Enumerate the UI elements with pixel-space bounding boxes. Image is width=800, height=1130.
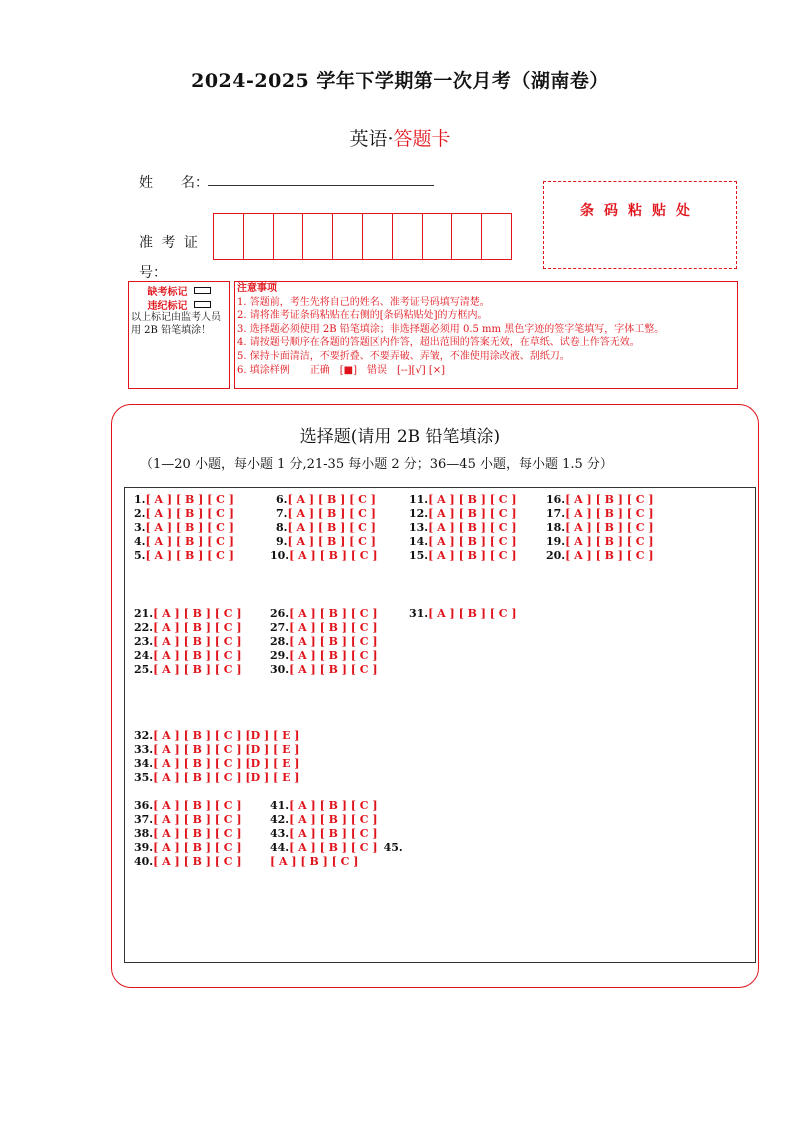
question-row[interactable]: 17.[ A ] [ B ] [ C ]	[546, 507, 654, 520]
question-row[interactable]: 33.[ A ] [ B ] [ C ] [D ] [ E ]	[134, 743, 300, 756]
subject-label: 英语·	[349, 128, 394, 150]
question-row[interactable]: 5.[ A ] [ B ] [ C ]	[134, 549, 234, 562]
question-row[interactable]: 38.[ A ] [ B ] [ C ]	[134, 827, 242, 840]
absent-mark-row	[129, 283, 229, 297]
answer-card-label: 答题卡	[393, 128, 451, 150]
question-row[interactable]: 21.[ A ] [ B ] [ C ]	[134, 607, 242, 620]
section-title: 选择题(请用 2B 铅笔填涂)	[299, 427, 501, 447]
question-row[interactable]: 13.[ A ] [ B ] [ C ]	[409, 521, 517, 534]
notice-title: 注意事项	[237, 283, 277, 294]
question-row[interactable]: 14.[ A ] [ B ] [ C ]	[409, 535, 517, 548]
question-row[interactable]: 4.[ A ] [ B ] [ C ]	[134, 535, 234, 548]
question-row[interactable]: 44.[ A ] [ B ] [ C ] 45.	[270, 841, 403, 854]
notice-item: 4. 请按题号顺序在各题的答题区内作答，超出范围的答案无效，在草纸、试卷上作答无效。	[237, 337, 640, 349]
card-subtitle	[0, 124, 800, 151]
question-row[interactable]: 20.[ A ] [ B ] [ C ]	[546, 549, 654, 562]
violation-mark-row	[129, 297, 229, 311]
notice-item: 6. 填涂样例 正确 [■] 错误 [--][√] [×]	[237, 364, 446, 376]
question-row[interactable]: 35.[ A ] [ B ] [ C ] [D ] [ E ]	[134, 771, 300, 784]
violation-mark-checkbox[interactable]	[194, 301, 211, 308]
question-row[interactable]: 3.[ A ] [ B ] [ C ]	[134, 521, 234, 534]
question-row[interactable]: 39.[ A ] [ B ] [ C ]	[134, 841, 242, 854]
question-row[interactable]: 2.[ A ] [ B ] [ C ]	[134, 507, 234, 520]
violation-mark-label: 违纪标记	[147, 300, 188, 312]
id-label: 准 考 证	[139, 235, 200, 251]
question-row[interactable]: 26.[ A ] [ B ] [ C ]	[270, 607, 378, 620]
section-note: （1—20 小题，每小题 1 分,21-35 每小题 2 分；36—45 小题，每小题 1.5 分）	[140, 457, 613, 472]
notice-item: 5. 保持卡面清洁，不要折叠、不要弄破、弄皱，不准使用涂改液、刮纸刀。	[237, 350, 570, 362]
mark-note-2: 用 2B 铅笔填涂！	[131, 325, 212, 336]
question-row[interactable]: 31.[ A ] [ B ] [ C ]	[409, 607, 517, 620]
question-row[interactable]: 16.[ A ] [ B ] [ C ]	[546, 493, 654, 506]
question-row[interactable]: 15.[ A ] [ B ] [ C ]	[409, 549, 517, 562]
notice-item: 2. 请将准考证条码粘贴在右侧的[条码粘贴处]的方框内。	[237, 310, 488, 322]
question-row[interactable]: 43.[ A ] [ B ] [ C ]	[270, 827, 378, 840]
id-digit-cell[interactable]	[214, 214, 244, 259]
question-row[interactable]: 12.[ A ] [ B ] [ C ]	[409, 507, 517, 520]
mark-box	[128, 281, 230, 389]
id-digit-cell[interactable]	[482, 214, 511, 259]
exam-id-grid[interactable]	[213, 213, 512, 260]
question-row[interactable]: 24.[ A ] [ B ] [ C ]	[134, 649, 242, 662]
id-digit-cell[interactable]	[393, 214, 423, 259]
absent-mark-checkbox[interactable]	[194, 287, 211, 294]
question-row[interactable]: 30.[ A ] [ B ] [ C ]	[270, 663, 378, 676]
id-digit-cell[interactable]	[452, 214, 482, 259]
mark-note: 以上标记由监考人员	[131, 312, 221, 323]
question-row[interactable]: 37.[ A ] [ B ] [ C ]	[134, 813, 242, 826]
id-digit-cell[interactable]	[333, 214, 363, 259]
question-row[interactable]: 22.[ A ] [ B ] [ C ]	[134, 621, 242, 634]
question-row[interactable]: 40.[ A ] [ B ] [ C ]	[134, 855, 242, 868]
notice-box	[234, 281, 738, 389]
id-digit-cell[interactable]	[244, 214, 274, 259]
barcode-label: 条码粘贴处	[580, 203, 700, 219]
question-row[interactable]: 32.[ A ] [ B ] [ C ] [D ] [ E ]	[134, 729, 300, 742]
id-label-suffix: 号：	[139, 265, 167, 281]
question-row[interactable]: 27.[ A ] [ B ] [ C ]	[270, 621, 378, 634]
id-digit-cell[interactable]	[423, 214, 453, 259]
question-row[interactable]: [ A ] [ B ] [ C ]	[270, 855, 359, 868]
question-row[interactable]: 41.[ A ] [ B ] [ C ]	[270, 799, 378, 812]
question-row[interactable]: 42.[ A ] [ B ] [ C ]	[270, 813, 378, 826]
question-row[interactable]: 11.[ A ] [ B ] [ C ]	[409, 493, 517, 506]
question-row[interactable]: 19.[ A ] [ B ] [ C ]	[546, 535, 654, 548]
notice-item: 3. 选择题必须使用 2B 铅笔填涂；非选择题必须用 0.5 mm 黑色字迹的签字笔填写，字体工整。	[237, 323, 665, 335]
question-row[interactable]: 1.[ A ] [ B ] [ C ]	[134, 493, 234, 506]
name-label: 姓 名：	[139, 175, 209, 191]
id-digit-cell[interactable]	[303, 214, 333, 259]
page-title: 2024-2025 学年下学期第一次月考（湖南卷）	[191, 70, 609, 92]
question-row[interactable]: 10.[ A ] [ B ] [ C ]	[270, 549, 378, 562]
question-row[interactable]: 6.[ A ] [ B ] [ C ]	[276, 493, 376, 506]
barcode-area	[543, 181, 737, 269]
question-row[interactable]: 29.[ A ] [ B ] [ C ]	[270, 649, 378, 662]
question-row[interactable]: 18.[ A ] [ B ] [ C ]	[546, 521, 654, 534]
question-row[interactable]: 34.[ A ] [ B ] [ C ] [D ] [ E ]	[134, 757, 300, 770]
id-digit-cell[interactable]	[274, 214, 304, 259]
question-row[interactable]: 9.[ A ] [ B ] [ C ]	[276, 535, 376, 548]
question-row[interactable]: 8.[ A ] [ B ] [ C ]	[276, 521, 376, 534]
id-digit-cell[interactable]	[363, 214, 393, 259]
absent-mark-label: 缺考标记	[147, 286, 188, 298]
question-row[interactable]: 36.[ A ] [ B ] [ C ]	[134, 799, 242, 812]
question-row[interactable]: 7.[ A ] [ B ] [ C ]	[276, 507, 376, 520]
name-field[interactable]	[208, 185, 434, 186]
question-row[interactable]: 28.[ A ] [ B ] [ C ]	[270, 635, 378, 648]
question-row[interactable]: 23.[ A ] [ B ] [ C ]	[134, 635, 242, 648]
notice-item: 1. 答题前，考生先将自己的姓名、准考证号码填写清楚。	[237, 296, 490, 308]
question-row[interactable]: 25.[ A ] [ B ] [ C ]	[134, 663, 242, 676]
